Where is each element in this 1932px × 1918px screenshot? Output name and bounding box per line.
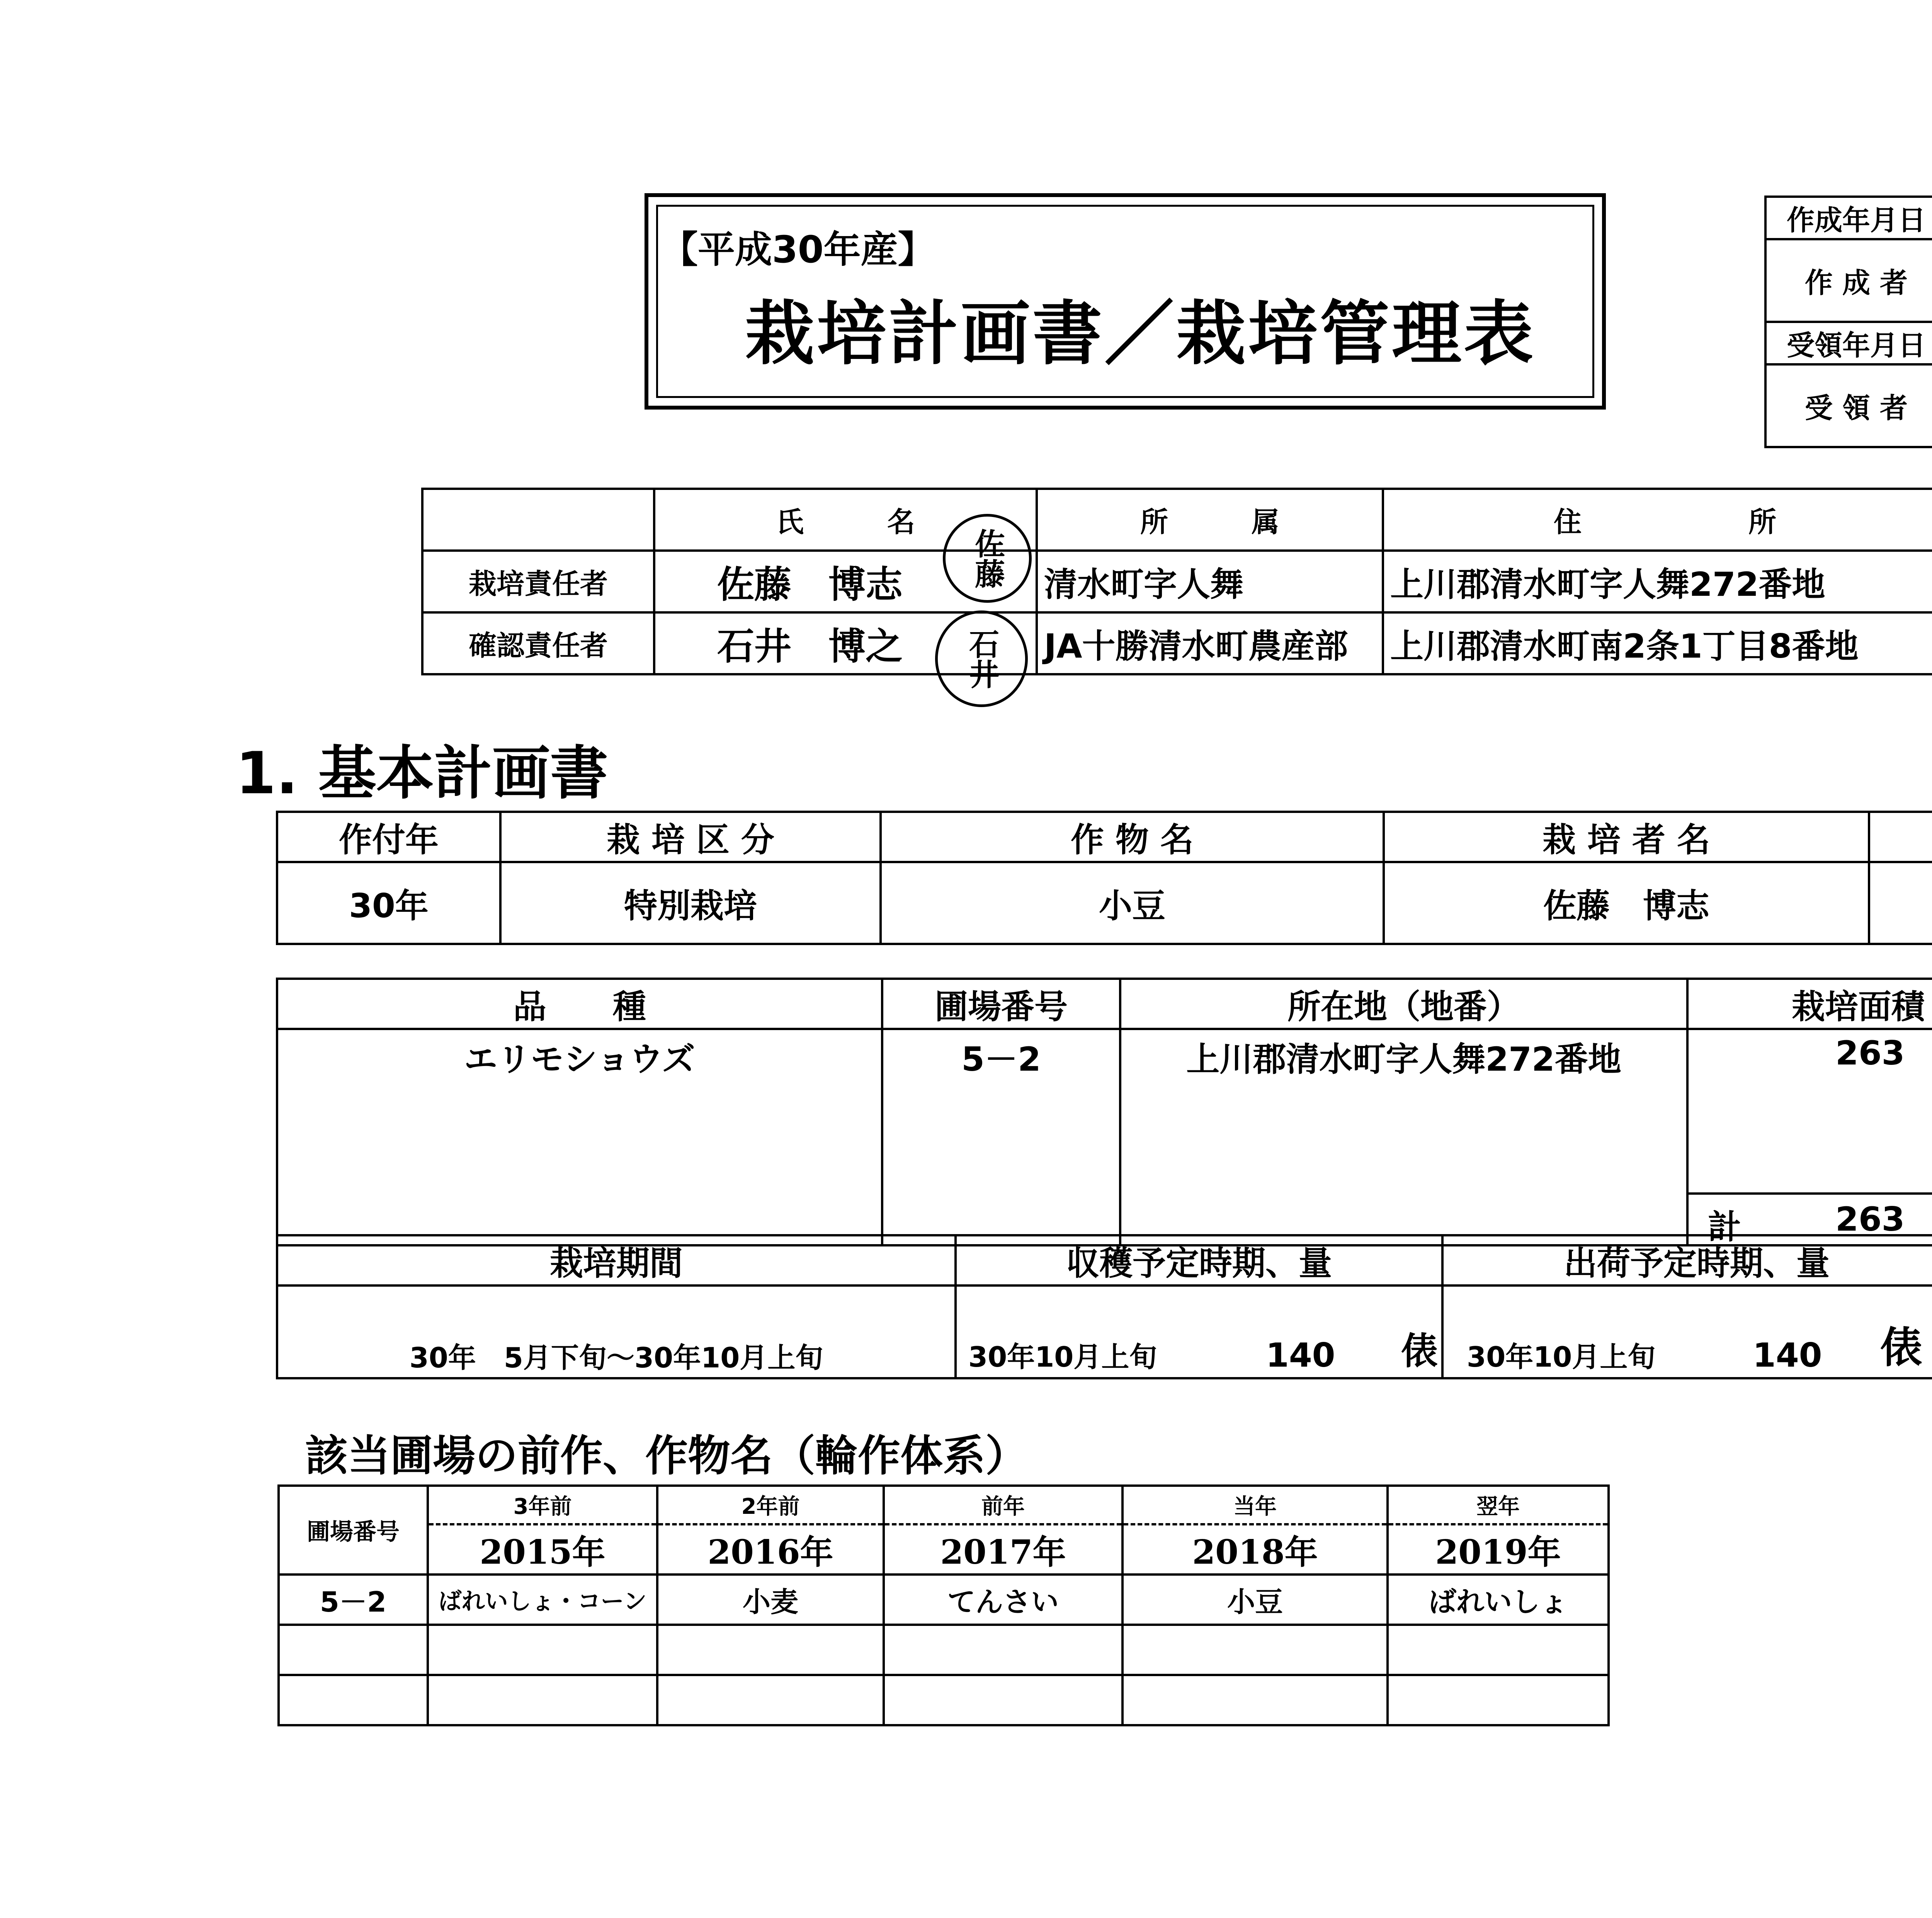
rotation-header-label-0: 3年前 [428,1486,657,1524]
created-date-label: 作成年月日 [1765,197,1932,239]
rotation-crop-2: てんさい [884,1575,1122,1625]
responsible-role-confirmation: 確認責任者 [422,612,654,674]
basic-header-crop: 作 物 名 [881,812,1384,862]
basic-crop: 小豆 [881,862,1384,944]
period-harvest-cell [956,1285,1442,1378]
responsible-address-cultivation: 上川郡清水町字人舞272番地 [1383,551,1932,612]
rotation-header-year-2: 2017年 [884,1524,1122,1575]
responsible-role-cultivation: 栽培責任者 [422,551,654,612]
period-header-harvest: 収穫予定時期、量 [956,1235,1442,1285]
rotation-heading: 該当圃場の前作、作物名（輪作体系） [305,1431,1028,1481]
period-cultivation: 30年 5月下旬～30年10月上旬 [277,1285,956,1378]
variety-header-area: 栽培面積 [1687,979,1932,1029]
rotation-crop-3: 小豆 [1122,1575,1388,1625]
rotation-header-field: 圃場番号 [279,1486,428,1575]
rotation-crop-1 [657,1675,884,1725]
variety-header-variety: 品 種 [277,979,882,1029]
rotation-crop-1: 小麦 [657,1575,884,1625]
shipping-quantity: 140 [1753,1336,1822,1375]
responsible-table [421,488,1932,675]
basic-header-group [1869,812,1932,862]
variety-total-label: 計 [1708,1208,1741,1245]
basic-grower: 佐藤 博志 [1384,862,1869,944]
rotation-header-label-2: 前年 [884,1486,1122,1524]
responsible-name-cultivation: 佐藤 博志 [654,551,1037,612]
basic-year: 30年 [277,862,500,944]
variety-area: 263 [1835,1034,1905,1073]
harvest-quantity: 140 [1266,1336,1335,1375]
rotation-row-field [279,1675,428,1725]
rotation-crop-4: ばれいしょ [1388,1575,1609,1625]
variety-header-location: 所在地（地番） [1120,979,1687,1029]
harvest-time: 30年10月上旬 [968,1341,1157,1373]
rotation-crop-0 [428,1625,657,1675]
rotation-crop-0: ばれいしょ・コーン [428,1575,657,1625]
rotation-header-year-4: 2019年 [1388,1524,1609,1575]
rotation-crop-2 [884,1625,1122,1675]
rotation-crop-4 [1388,1625,1609,1675]
creator-label: 作 成 者 [1765,239,1932,322]
document-title: 栽培計画書／栽培管理表 [745,294,1536,374]
responsible-header-affiliation: 所 属 [1037,489,1383,551]
rotation-header-year-1: 2016年 [657,1524,884,1575]
responsible-affiliation-cultivation: 清水町字人舞 [1037,551,1383,612]
harvest-unit: 俵 [1401,1330,1438,1373]
shipping-unit: 俵 [1880,1323,1923,1372]
period-header-cultivation: 栽培期間 [277,1235,956,1285]
responsible-address-confirmation: 上川郡清水町南2条1丁目8番地 [1383,612,1932,674]
receiver-label: 受 領 者 [1765,364,1932,447]
document-title-box [645,193,1606,410]
period-table [276,1234,1932,1379]
rotation-header-label-3: 当年 [1122,1486,1388,1524]
received-date-label: 受領年月日 [1765,322,1932,364]
shipping-time: 30年10月上旬 [1467,1341,1656,1373]
rotation-crop-2 [884,1675,1122,1725]
rotation-row-field: 5－2 [279,1575,428,1625]
basic-header-category: 栽 培 区 分 [500,812,881,862]
basic-header-year: 作付年 [277,812,500,862]
responsible-header-blank [422,489,654,551]
basic-header-grower: 栽 培 者 名 [1384,812,1869,862]
rotation-header-label-1: 2年前 [657,1486,884,1524]
variety-name: エリモショウズ [277,1029,882,1245]
variety-total-divider [1689,1192,1932,1195]
basic-category: 特別栽培 [500,862,881,944]
basic-plan-table [276,811,1932,945]
rotation-row-field [279,1625,428,1675]
basic-group [1869,862,1932,944]
variety-table [276,978,1932,1246]
period-header-shipping: 出荷予定時期、量 [1442,1235,1932,1285]
variety-area-cell [1687,1029,1932,1245]
variety-location: 上川郡清水町字人舞272番地 [1120,1029,1687,1245]
variety-header-field: 圃場番号 [882,979,1120,1029]
title-prefix: 【平成30年産】 [661,228,935,271]
rotation-table [277,1484,1610,1726]
rotation-crop-0 [428,1675,657,1725]
variety-field-number: 5－2 [882,1029,1120,1245]
issuance-table [1764,196,1932,448]
responsible-header-address: 住 所 [1383,489,1932,551]
confirmation-responsible-seal: 石井 [935,610,1028,707]
rotation-crop-3 [1122,1625,1388,1675]
rotation-crop-3 [1122,1675,1388,1725]
cultivation-responsible-seal: 佐藤 [943,514,1032,603]
responsible-name-confirmation: 石井 博之 [654,612,1037,674]
period-shipping-cell [1442,1285,1932,1378]
responsible-affiliation-confirmation: JA十勝清水町農産部 [1037,612,1383,674]
responsible-header-name: 氏 名 [654,489,1037,551]
rotation-crop-1 [657,1625,884,1675]
variety-total: 263 [1835,1200,1905,1239]
section-heading-basic-plan: 1. 基本計画書 [236,740,608,807]
rotation-header-year-3: 2018年 [1122,1524,1388,1575]
rotation-header-label-4: 翌年 [1388,1486,1609,1524]
rotation-crop-4 [1388,1675,1609,1725]
rotation-header-year-0: 2015年 [428,1524,657,1575]
